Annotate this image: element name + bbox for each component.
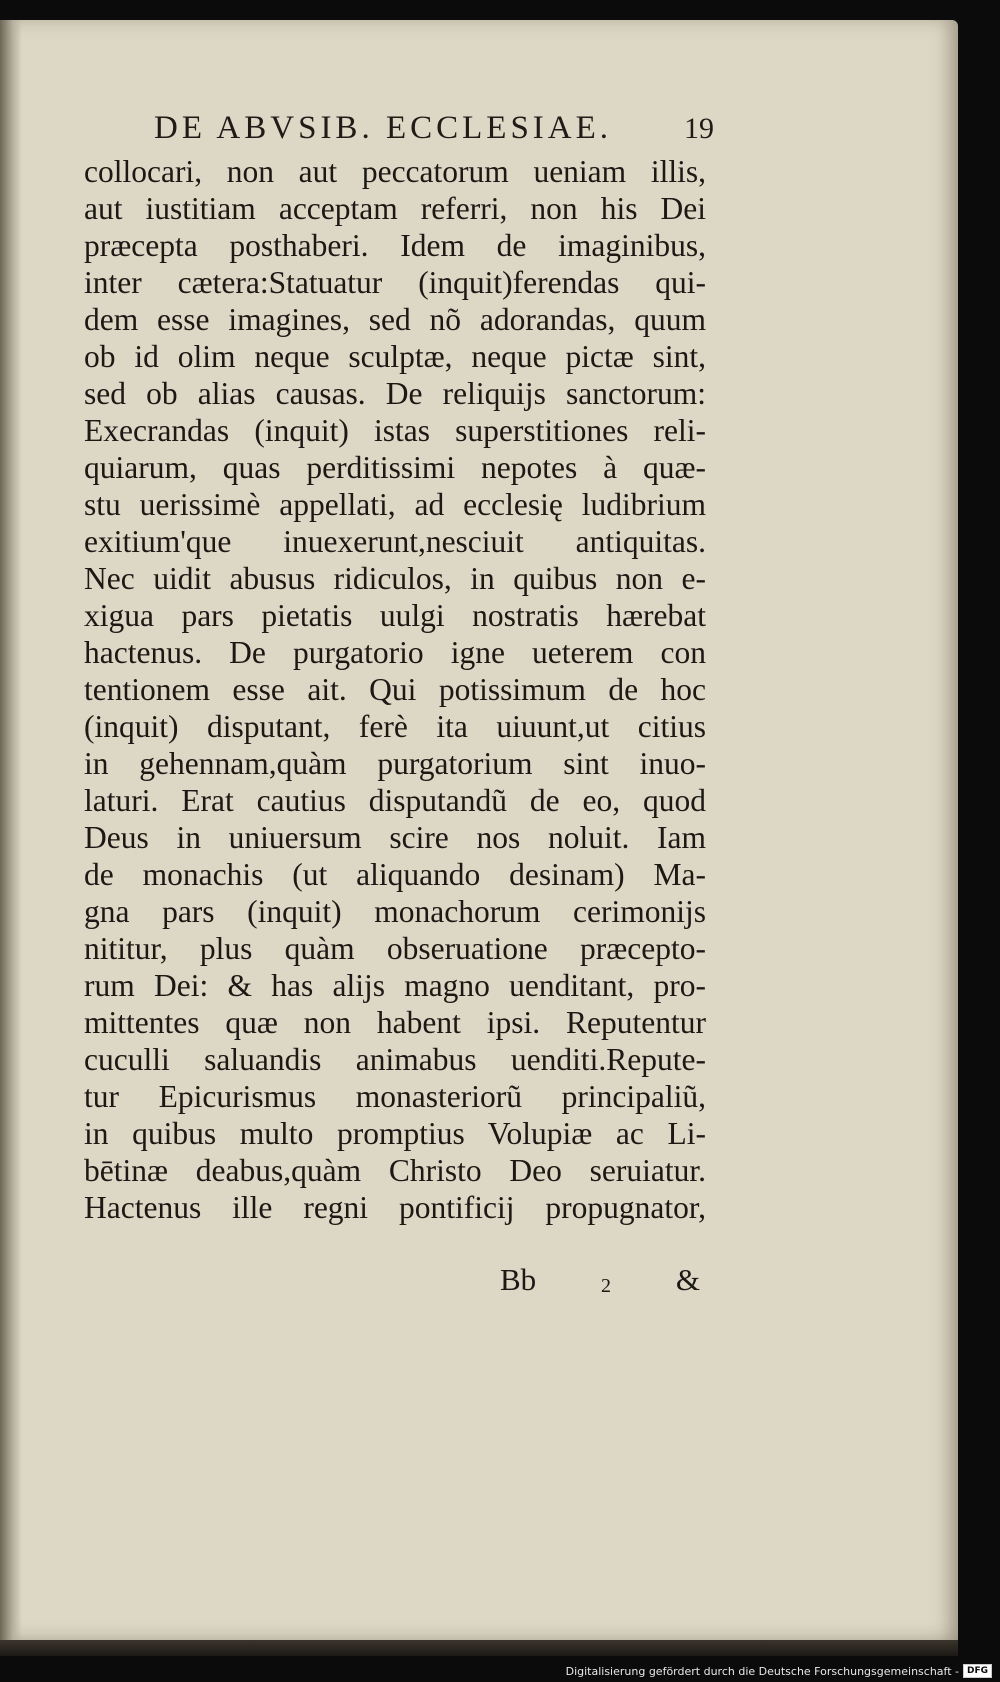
text-line: dem esse imagines, sed nõ adorandas, quum <box>84 302 706 337</box>
text-line: collocari, non aut peccatorum ueniam illis, <box>84 154 706 189</box>
text-line: gna pars (inquit) monachorum cerimonijs <box>84 894 706 929</box>
text-line: ob id olim neque sculptæ, neque pictæ sint, <box>84 339 706 374</box>
running-head: DE ABVSIB. ECCLESIAE. <box>154 110 613 146</box>
text-line: Hactenus ille regni pontificij propugnator, <box>84 1190 706 1225</box>
catchword: & <box>675 1262 700 1297</box>
text-line: in quibus multo promptius Volupiæ ac Li- <box>84 1116 706 1151</box>
text-line: xigua pars pietatis uulgi nostratis hærebat <box>84 598 706 633</box>
text-line: aut iustitiam acceptam referri, non his Dei <box>84 191 706 226</box>
signature-number: 2 <box>601 1275 612 1297</box>
text-line: hactenus. De purgatorio igne ueterem con <box>84 635 706 670</box>
catchline <box>500 1262 700 1298</box>
text-line: mittentes quæ non habent ipsi. Reputentur <box>84 1005 706 1040</box>
text-line: de monachis (ut aliquando desinam) Ma- <box>84 857 706 892</box>
text-line: Deus in uniuersum scire nos noluit. Iam <box>84 820 706 855</box>
text-line: quiarum, quas perditissimi nepotes à quæ- <box>84 450 706 485</box>
text-line: Execrandas (inquit) istas superstitiones reli- <box>84 413 706 448</box>
text-line: in gehennam,quàm purgatorium sint inuo- <box>84 746 706 781</box>
text-line: rum Dei: & has alijs magno uenditant, pro- <box>84 968 706 1003</box>
page-gutter-shadow <box>0 20 22 1655</box>
text-line: inter cætera:Statuatur (inquit)ferendas qui- <box>84 265 706 300</box>
text-line: sed ob alias causas. De reliquijs sanctorum: <box>84 376 706 411</box>
text-line: stu uerissimè appellati, ad ecclesię ludibrium <box>84 487 706 522</box>
text-line: tentionem esse ait. Qui potissimum de hoc <box>84 672 706 707</box>
signature-mark: Bb <box>500 1262 537 1297</box>
page-bottom-edge <box>0 1640 958 1656</box>
text-line: laturi. Erat cautius disputandũ de eo, quod <box>84 783 706 818</box>
text-line: præcepta posthaberi. Idem de imaginibus, <box>84 228 706 263</box>
text-line: Nec uidit abusus ridiculos, in quibus non e- <box>84 561 706 596</box>
digitization-footer <box>566 1664 992 1678</box>
text-line: bētinæ deabus,quàm Christo Deo seruiatur. <box>84 1153 706 1188</box>
page-number: 19 <box>684 112 714 145</box>
text-line: (inquit) disputant, ferè ita uiuunt,ut citius <box>84 709 706 744</box>
page-header <box>154 110 714 147</box>
text-line: nititur, plus quàm obseruatione præcepto- <box>84 931 706 966</box>
text-line: cuculli saluandis animabus uenditi.Repute- <box>84 1042 706 1077</box>
text-line: tur Epicurismus monasteriorũ principaliũ, <box>84 1079 706 1114</box>
text-line: exitium'que inuexerunt,nesciuit antiquitas. <box>84 524 706 559</box>
funding-credit: Digitalisierung gefördert durch die Deutsche Forschungsgemeinschaft - <box>565 1664 959 1678</box>
body-text <box>84 153 706 1226</box>
dfg-logo-icon: DFG <box>963 1664 992 1678</box>
